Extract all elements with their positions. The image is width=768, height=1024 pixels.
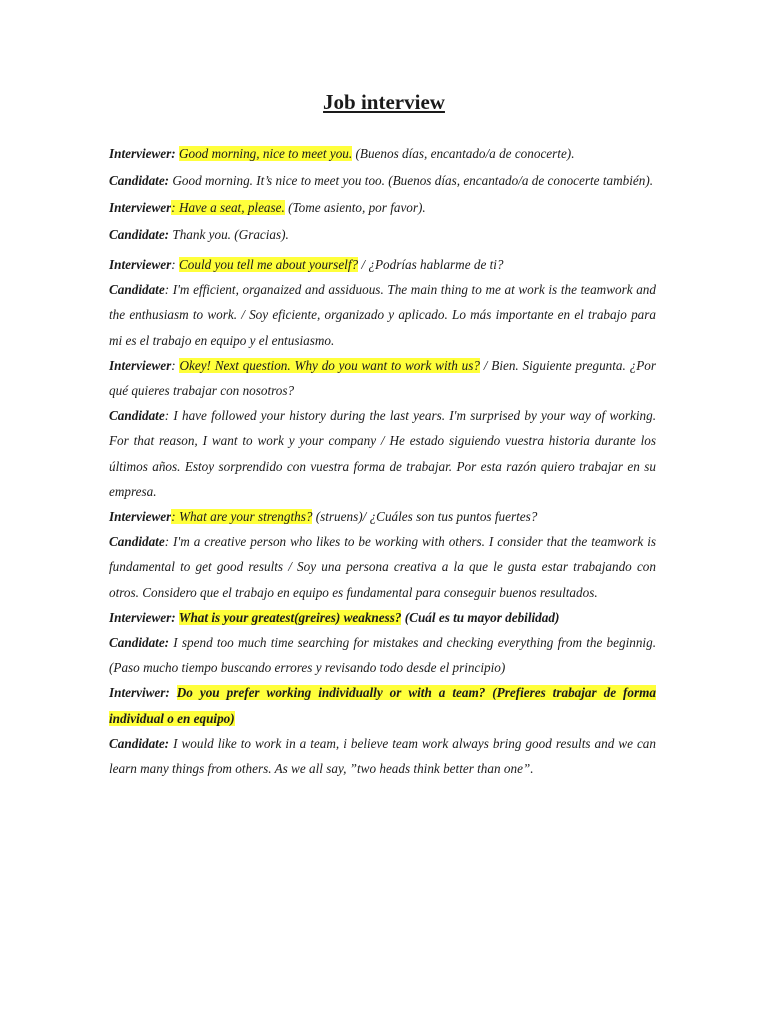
paragraph-text: I would like to work in a team, i believe team work always bring good results and we can learn many things from others. As we all say, ”two heads think better than one”. [109, 735, 656, 777]
paragraph-interviewer-greeting [109, 144, 656, 163]
highlighted-question: : Have a seat, please. [171, 200, 285, 215]
document-title: Job interview [323, 90, 445, 114]
paragraph-text: (Buenos días, encantado/a de conocerte). [352, 146, 575, 161]
paragraph-text: (Cuál es tu mayor debilidad) [401, 609, 560, 625]
highlighted-question: Do you prefer working individually or with a team? (Prefieres trabajar de forma individual o en equipo) [109, 685, 656, 726]
speaker-label: Candidate: [109, 735, 170, 751]
speaker-label: Candidate: [109, 635, 170, 651]
paragraph-candidate-about [109, 277, 656, 353]
paragraph-candidate-why [109, 403, 656, 504]
paragraph-text: : I'm a creative person who likes to be working with others. I consider that the teamwork is fundamental to get good results / Soy una persona creativa a la que le gusta estar trabajando con otros. Considero que el trabajo en equipo es fundamental para conseguir buenos resultados. [109, 534, 656, 600]
highlighted-question: Okey! Next question. Why do you want to work with us? [179, 357, 481, 373]
paragraph-text: : [171, 257, 179, 272]
speaker-label: Interviewer: [109, 609, 176, 625]
speaker-label: Candidate: [109, 173, 170, 188]
speaker-label: Candidate [109, 408, 165, 424]
paragraph-text: I spend too much time searching for mistakes and checking everything from the beginnig. (Paso mucho tiempo buscando errores y revisando todo desde el principio) [109, 635, 656, 676]
speaker-label: Interviewer [109, 200, 172, 215]
speaker-label: Candidate [109, 534, 165, 550]
paragraph-text: (struens)/ ¿Cuáles son tus puntos fuertes? [312, 509, 538, 525]
paragraph-text: / Bien. Siguiente pregunta. ¿Por qué quieres trabajar con nosotros? [109, 357, 656, 399]
highlighted-question: Good morning, nice to meet you. [178, 146, 353, 161]
paragraph-candidate-team [109, 731, 656, 781]
speaker-label: Candidate: [109, 227, 170, 242]
paragraph-text: Good morning. It’s nice to meet you too. (Buenos días, encantado/a de conocerte también). [169, 173, 654, 188]
paragraph-text: (Tome asiento, por favor). [284, 200, 426, 215]
highlighted-question: What is your greatest(greires) weakness? [178, 609, 402, 625]
paragraph-text: : I'm efficient, organaized and assiduous. The main thing to me at work is the teamwork and the enthusiasm to work. / Soy eficiente, organizado y aplicado. Lo más importante en el trabajo para mi es el trabajo en equipo y el entusiasmo. [109, 282, 656, 348]
paragraph-interviewer-seat [109, 198, 656, 217]
paragraph-candidate-weakness [109, 630, 656, 680]
speaker-label: Interviewer [109, 357, 172, 373]
paragraph-interviewer-weakness [109, 605, 656, 630]
speaker-label: Interviewer [109, 257, 172, 272]
paragraph-text: / ¿Podrías hablarme de ti? [358, 257, 504, 272]
paragraph-text: : I have followed your history during the last years. I'm surprised by your way of working. For that reason, I want to work y your company / He estado siguiendo vuestra historia durante los últimos años. Estoy sorprendido con vuestra forma de trabajar. Por esta razón quiero trabajar en su empresa. [109, 408, 656, 499]
highlighted-question: Could you tell me about yourself? [178, 257, 359, 272]
speaker-label: Interviewer [109, 509, 172, 525]
paragraph-interviewer-team [109, 680, 656, 730]
speaker-label: Candidate [109, 282, 165, 298]
paragraph-interviewer-strengths [109, 504, 656, 529]
paragraph-candidate-strengths [109, 529, 656, 605]
paragraph-candidate-thanks [109, 225, 656, 244]
paragraph-interviewer-about [109, 252, 656, 277]
paragraph-text: : [171, 357, 180, 373]
highlighted-question: : What are your strengths? [171, 509, 313, 525]
paragraph-interviewer-why [109, 353, 656, 403]
paragraph-text: Thank you. (Gracias). [169, 227, 289, 242]
document-body [109, 144, 656, 781]
speaker-label: Interviewer: [109, 146, 176, 161]
paragraph-candidate-greeting [109, 171, 656, 190]
speaker-label: Interviwer: [109, 685, 170, 701]
